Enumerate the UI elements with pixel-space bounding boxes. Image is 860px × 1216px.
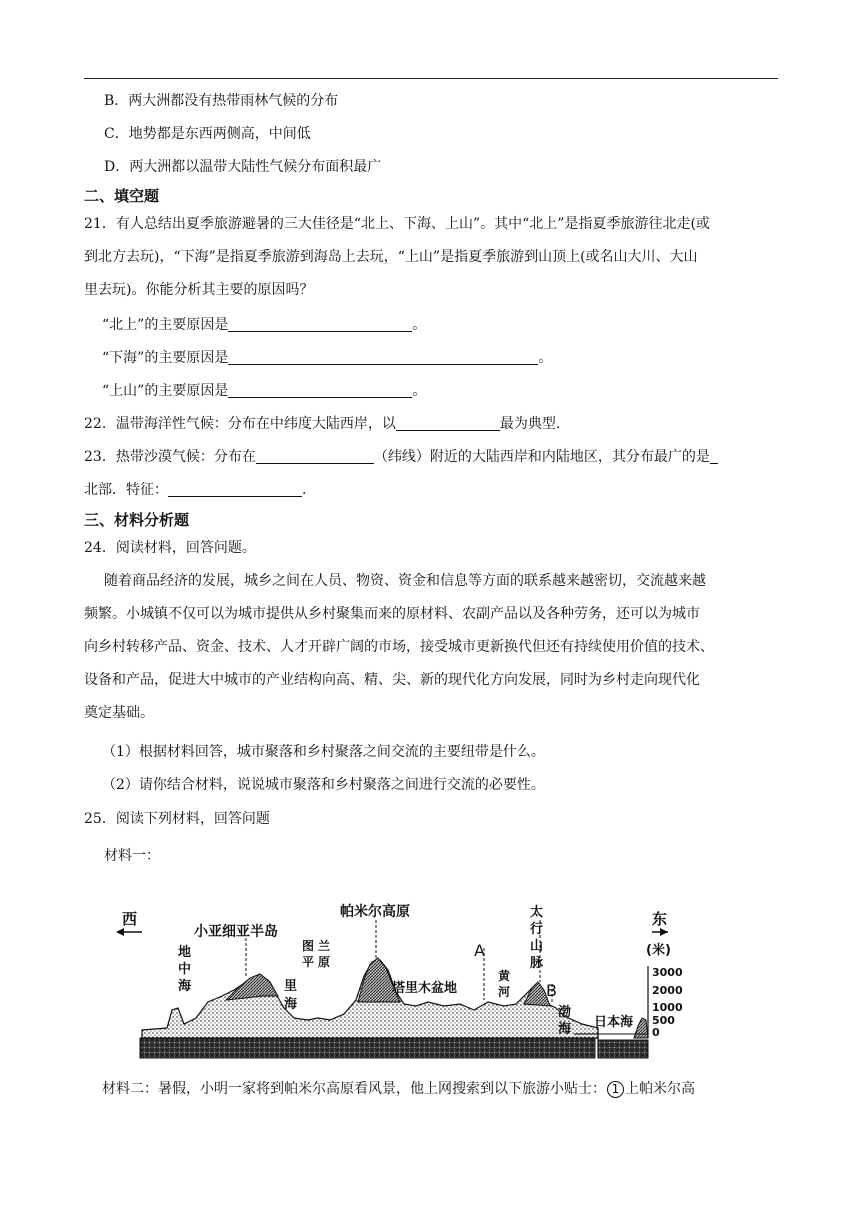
q24-para-line-4: 设备和产品，促进大中城市的产业结构向高、精、尖、新的现代化方向发展，同时为乡村走向现代化 [84,672,700,688]
q23-blank-latitude[interactable] [256,449,374,464]
q23-line2-post: . [302,482,307,498]
label-pamir: 帕米尔高原 [340,904,410,920]
asia-minor-mountain [226,974,278,1000]
q22-post: 最为典型. [499,416,561,432]
svg-text:里: 里 [284,979,298,994]
q24-para-line-5: 奠定基础。 [84,705,154,721]
q21-answer-north-label: “北上”的主要原因是 [102,317,229,333]
svg-text:原: 原 [318,955,331,969]
q23-line-1 [84,448,718,466]
tick-2000: 2000 [652,984,683,997]
q21-answer-north-end: 。 [412,317,427,333]
q21-answer-sea [102,349,552,367]
q23-mid: （纬线）附近的大陆西岸和内陆地区，其分布最广的是 [373,449,710,465]
base-layer [140,1038,595,1058]
svg-text:黄: 黄 [498,969,511,983]
svg-text:海: 海 [178,979,192,994]
q23-line2-pre: 北部．特征： [84,482,168,498]
label-taihang [530,904,544,971]
elevation-unit: (米) [646,943,671,958]
q21-line-3: 里去玩)。你能分析其主要的原因吗？ [84,282,314,298]
svg-text:中: 中 [178,962,192,977]
q21-answer-north [102,316,426,334]
q23-line-2 [84,481,306,499]
terrain-profile-figure [112,900,683,1060]
q24-sub-question-1: （1）根据材料回答，城市聚落和乡村聚落之间交流的主要纽带是什么。 [102,744,545,760]
q21-answer-north-blank[interactable] [228,317,412,332]
q25-material-2 [102,1080,695,1098]
q23-blank-feature[interactable] [168,482,302,497]
east-island [634,1018,648,1038]
svg-text:地: 地 [178,945,192,960]
svg-text:行: 行 [530,922,544,937]
svg-text:平: 平 [302,955,315,969]
q25-material-2-post: 上帕米尔高 [625,1081,695,1097]
q24-para-line-1: 随着商品经济的发展，城乡之间在人员、物资、资金和信息等方面的联系越来越密切，交流越来越 [104,573,706,589]
section-title-material: 三、材料分析题 [84,511,190,529]
q21-answer-mountain-end: 。 [412,383,427,399]
option-b: B．两大洲都没有热带雨林气候的分布 [104,93,339,109]
tick-0: 0 [652,1026,660,1039]
west-label: 西 [122,910,138,928]
svg-text:海: 海 [284,997,298,1012]
tick-500: 500 [652,1014,675,1027]
label-turan [302,938,330,969]
svg-text:山: 山 [530,939,544,954]
svg-text:渤: 渤 [558,1005,572,1020]
label-asia-minor: 小亚细亚半岛 [194,924,278,940]
label-caspian [284,979,298,1012]
west-arrow-icon [116,928,142,936]
svg-text:河: 河 [498,985,511,999]
circled-number-1: 1 [607,1081,624,1098]
label-tarim: 塔里木盆地 [392,981,458,996]
option-c: C．地势都是东西两侧高，中间低 [104,126,311,142]
label-mediterranean [178,944,192,994]
q21-line-1: 21．有人总结出夏季旅游避暑的三大佳径是“北上、下海、上山”。其中“北上”是指夏季旅游往北走(或 [84,216,710,232]
q25-material-2-pre: 材料二：暑假，小明一家将到帕米尔高原看风景，他上网搜索到以下旅游小贴士： [102,1081,606,1097]
section-title-fill-blank: 二、填空题 [84,187,160,205]
header-rule [84,78,778,79]
q24-intro: 24．阅读材料，回答问题。 [84,540,256,556]
label-yellow-river [498,968,511,999]
svg-text:图: 图 [302,939,315,953]
q22-blank[interactable] [396,416,500,431]
tick-3000: 3000 [652,966,683,979]
q22 [84,415,560,433]
label-b: B [546,981,557,1000]
q24-sub-question-2: （2）请你结合材料，说说城市聚落和乡村聚落之间进行交流的必要性。 [102,777,545,793]
east-label: 东 [652,910,668,928]
svg-text:海: 海 [558,1022,572,1037]
q21-answer-sea-blank[interactable] [228,350,538,365]
q21-answer-sea-end: 。 [538,350,553,366]
q23-pre: 23．热带沙漠气候：分布在 [84,449,256,465]
svg-text:脉: 脉 [530,956,544,971]
label-sea-of-japan: 日本海 [594,1015,634,1030]
svg-text:兰: 兰 [318,939,331,953]
east-arrow-icon [652,928,668,936]
east-base-layer [598,1040,648,1058]
option-d: D．两大洲都以温带大陆性气候分布面积最广 [104,159,382,175]
terrain-profile-svg [112,900,683,1060]
q24-para-line-2: 频繁。小城镇不仅可以为城市提供从乡村聚集而来的原材料、农副产品以及各种劳务，还可以为城市 [84,606,700,622]
q21-answer-mountain-label: “上山”的主要原因是 [102,383,229,399]
q25-material-1-label: 材料一： [104,848,160,864]
label-a: A [474,941,485,960]
q21-answer-sea-label: “下海”的主要原因是 [102,350,229,366]
q25-intro: 25．阅读下列材料，回答问题 [84,811,270,827]
q21-answer-mountain [102,382,426,400]
svg-text:太: 太 [530,905,544,920]
q21-answer-mountain-blank[interactable] [228,383,412,398]
tick-1000: 1000 [652,1001,683,1014]
q21-line-2: 到北方去玩)，“下海”是指夏季旅游到海岛上去玩，“上山”是指夏季旅游到山顶上(或名山大川、大山 [84,249,698,265]
q23-blank-region[interactable] [710,449,718,464]
q22-pre: 22．温带海洋性气候：分布在中纬度大陆西岸，以 [84,416,396,432]
q24-para-line-3: 向乡村转移产品、资金、技术、人才开辟广阔的市场，接受城市更新换代但还有持续使用价值的技术、 [84,639,714,655]
